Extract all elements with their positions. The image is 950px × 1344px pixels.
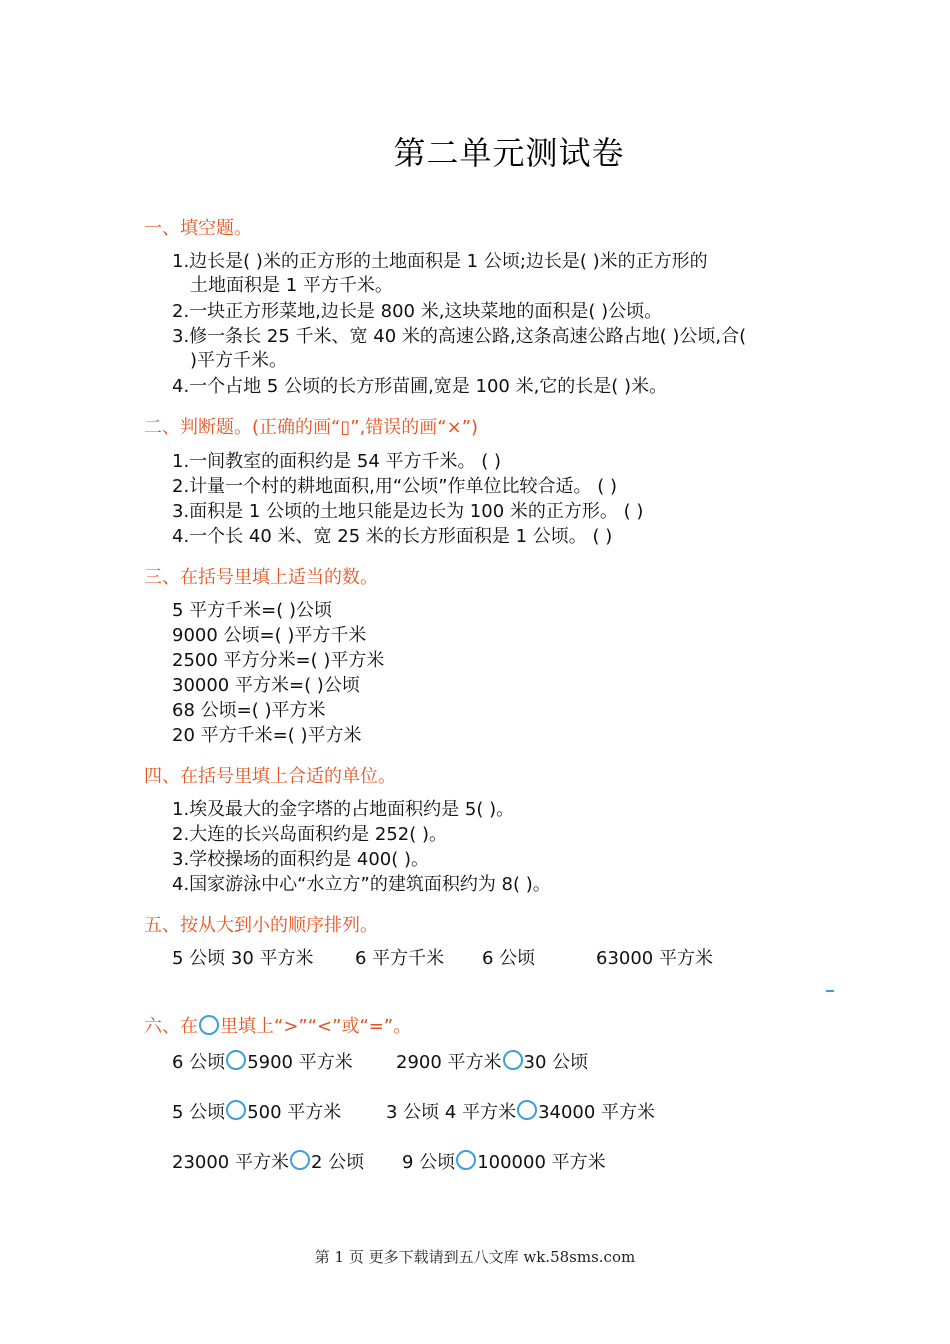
s5-item-4: 63000 平方米 xyxy=(596,948,713,969)
s2-question-4: 4.一个长 40 米、宽 25 米的长方形面积是 1 公顷。 ( ) xyxy=(172,526,613,547)
s6-left-value: 5 公顷 xyxy=(172,1102,226,1123)
s4-question-2: 2.大连的长兴岛面积约是 252( )。 xyxy=(172,824,448,845)
s6-right-value: 34000 平方米 xyxy=(538,1102,656,1123)
s4-question-3: 3.学校操场的面积约是 400( )。 xyxy=(172,849,430,870)
s6-right-value: 2 公顷 xyxy=(310,1152,365,1173)
s5-item-1: 5 公顷 30 平方米 xyxy=(172,948,314,969)
s6-left-value: 2900 平方米 xyxy=(396,1052,502,1073)
s6-right-value: 30 公顷 xyxy=(523,1052,589,1073)
s6-compare-1a xyxy=(172,1050,353,1075)
page-footer: 第 1 页 更多下载请到五八文库 wk.58sms.com xyxy=(314,1248,636,1266)
compare-circle-input[interactable] xyxy=(226,1050,246,1070)
compare-circle-input[interactable] xyxy=(517,1100,537,1120)
s6-right-value: 500 平方米 xyxy=(247,1102,342,1123)
s1-question-1b: 土地面积是 1 平方千米。 xyxy=(190,275,393,296)
s6-left-value: 6 公顷 xyxy=(172,1052,226,1073)
s3-line-6: 20 平方千米=( )平方米 xyxy=(172,725,362,746)
compare-circle-input[interactable] xyxy=(226,1100,246,1120)
s6-compare-1b xyxy=(396,1050,588,1075)
circle-blank-icon xyxy=(199,1015,219,1035)
s5-item-3: 6 公顷 xyxy=(482,948,536,969)
s1-question-3b: )平方千米。 xyxy=(190,350,288,371)
s6-compare-2b xyxy=(386,1100,655,1125)
s3-line-4: 30000 平方米=( )公顷 xyxy=(172,675,360,696)
s2-question-2: 2.计量一个村的耕地面积,用“公顷”作单位比较合适。 ( ) xyxy=(172,476,618,497)
s1-question-3a: 3.修一条长 25 千米、宽 40 米的高速公路,这条高速公路占地( )公顷,合( xyxy=(172,326,747,347)
section-5-heading: 五、按从大到小的顺序排列。 xyxy=(144,915,378,936)
s1-question-1a: 1.边长是( )米的正方形的土地面积是 1 公顷;边长是( )米的正方形的 xyxy=(172,251,708,272)
s3-line-1: 5 平方千米=( )公顷 xyxy=(172,600,333,621)
section-1-heading: 一、填空题。 xyxy=(144,218,252,239)
s4-question-1: 1.埃及最大的金字塔的占地面积约是 5( )。 xyxy=(172,799,515,820)
s6-compare-3a xyxy=(172,1150,364,1175)
section-4-heading: 四、在括号里填上合适的单位。 xyxy=(144,766,396,787)
section-6-heading xyxy=(144,1012,411,1038)
s6-right-value: 100000 平方米 xyxy=(477,1152,606,1173)
s6-left-value: 23000 平方米 xyxy=(172,1152,289,1173)
s3-line-5: 68 公顷=( )平方米 xyxy=(172,700,326,721)
section-2-heading: 二、判断题。(正确的画“▯”,错误的画“×”) xyxy=(144,417,479,438)
stray-dash-mark xyxy=(826,990,834,992)
s3-line-2: 9000 公顷=( )平方千米 xyxy=(172,625,367,646)
s6-left-value: 3 公顷 4 平方米 xyxy=(386,1102,517,1123)
s6-heading-post: 里填上“>”“<”或“=”。 xyxy=(220,1016,412,1037)
section-3-heading: 三、在括号里填上适当的数。 xyxy=(144,567,378,588)
s3-line-3: 2500 平方分米=( )平方米 xyxy=(172,650,385,671)
s2-question-3: 3.面积是 1 公顷的土地只能是边长为 100 米的正方形。 ( ) xyxy=(172,501,644,522)
s2-question-1: 1.一间教室的面积约是 54 平方千米。 ( ) xyxy=(172,451,502,472)
s1-question-2: 2.一块正方形菜地,边长是 800 米,这块菜地的面积是( )公顷。 xyxy=(172,301,663,322)
s1-question-4: 4.一个占地 5 公顷的长方形苗圃,宽是 100 米,它的长是( )米。 xyxy=(172,376,668,397)
compare-circle-input[interactable] xyxy=(456,1150,476,1170)
s5-item-2: 6 平方千米 xyxy=(355,948,445,969)
s6-left-value: 9 公顷 xyxy=(402,1152,456,1173)
page-title: 第二单元测试卷 xyxy=(393,134,625,172)
s6-right-value: 5900 平方米 xyxy=(247,1052,353,1073)
compare-circle-input[interactable] xyxy=(290,1150,310,1170)
s4-question-4: 4.国家游泳中心“水立方”的建筑面积约为 8( )。 xyxy=(172,874,551,895)
s6-heading-pre: 六、在 xyxy=(144,1016,198,1037)
compare-circle-input[interactable] xyxy=(503,1050,523,1070)
s6-compare-3b xyxy=(402,1150,606,1175)
s6-compare-2a xyxy=(172,1100,341,1125)
